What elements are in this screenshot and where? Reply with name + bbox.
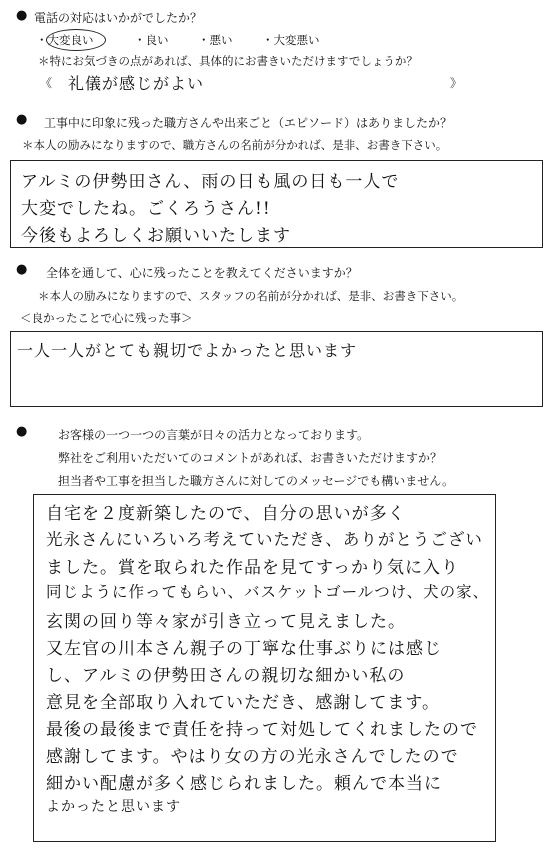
section4-line2: 弊社をご利用いただいてのコメントがあれば、お書きいただけますか？ — [58, 451, 443, 465]
section4-answer-line: ました。賞を取られた作品を見てすっかり気に入り — [46, 558, 459, 578]
section4-answer-line: 細かい配慮が多く感じられました。頼んで本当に — [46, 774, 442, 794]
open-bracket: 《 — [40, 76, 53, 90]
option-very-good[interactable]: ・大変良い — [36, 33, 94, 47]
section3-label: ＜良かったことで心に残った事＞ — [20, 311, 193, 325]
section2-note: ＊本人の励みになりますので、職方さんの名前が分かれば、是非、お書き下さい。 — [22, 138, 448, 152]
section4-answer-line: 玄関の回り等々家が引き立って見えました。 — [46, 612, 406, 632]
bullet-icon: ● — [16, 112, 28, 127]
section4-answer-line: 感謝してます。やはり女の方の光永さんでしたので — [46, 747, 459, 767]
bullet-icon: ● — [16, 424, 28, 439]
close-bracket: 》 — [450, 76, 463, 90]
section3-note: ＊本人の励みになりますので、スタッフの名前が分かれば、是非、お書き下さい。 — [38, 289, 464, 303]
section2-answer-line: アルミの伊勢田さん、雨の日も風の日も一人で — [21, 172, 400, 192]
bullet-icon: ● — [16, 8, 28, 23]
section2-question: 工事中に印象に残った職方さんや出来ごと（エピソード）はありましたか？ — [44, 116, 453, 130]
option-good[interactable]: ・良い — [134, 33, 169, 47]
section2-answer-line: 大変でしたね。ごくろうさん!! — [21, 199, 271, 219]
section4-answer-line: 又左官の川本さん親子の丁寧な仕事ぶりには感じ — [46, 639, 442, 659]
section1-question: 電話の対応はいかがでしたか？ — [34, 11, 203, 25]
section4-answer-line: 意見を全部取り入れていただき、感謝してます。 — [46, 693, 440, 713]
section4-answer-line: し、アルミの伊勢田さんの親切な細かい私の — [46, 666, 406, 686]
section4-line3: 担当者や工事を担当した職方さんに対してのメッセージでも構いません。 — [58, 474, 455, 488]
section3-answer-box — [10, 331, 543, 407]
bullet-icon: ● — [16, 262, 28, 277]
section2-answer-box — [10, 160, 543, 248]
section3-question: 全体を通して、心に残ったことを教えてくださいますか？ — [46, 266, 358, 280]
section4-answer-line: 自宅を２度新築したので、自分の思いが多く — [46, 504, 406, 524]
section3-answer: 一人一人がとても親切でよかったと思います — [17, 341, 358, 360]
section4-answer-box — [33, 494, 496, 842]
option-bad[interactable]: ・悪い — [198, 33, 233, 47]
section1-comment-prompt: ＊特にお気づきの点があれば、具体的にお書きいただけますでしょうか？ — [38, 54, 418, 68]
section4-answer-line: 同じように作ってもらい、バスケットゴールつけ、犬の家、 — [46, 583, 490, 601]
section4-answer-line: よかったと思います — [46, 799, 181, 815]
section4-line1: お客様の一つ一つの言葉が日々の活力となっております。 — [58, 428, 370, 442]
section2-answer-line: 今後もよろしくお願いいたします — [21, 226, 291, 246]
section4-answer-line: 光永さんにいろいろ考えていただき、ありがとうござい — [46, 530, 483, 549]
section4-answer-line: 最後の最後まで責任を持って対処してくれましたので — [46, 720, 478, 740]
option-very-bad[interactable]: ・大変悪い — [262, 33, 320, 47]
section1-answer: 礼儀が感じがよい — [68, 74, 205, 93]
